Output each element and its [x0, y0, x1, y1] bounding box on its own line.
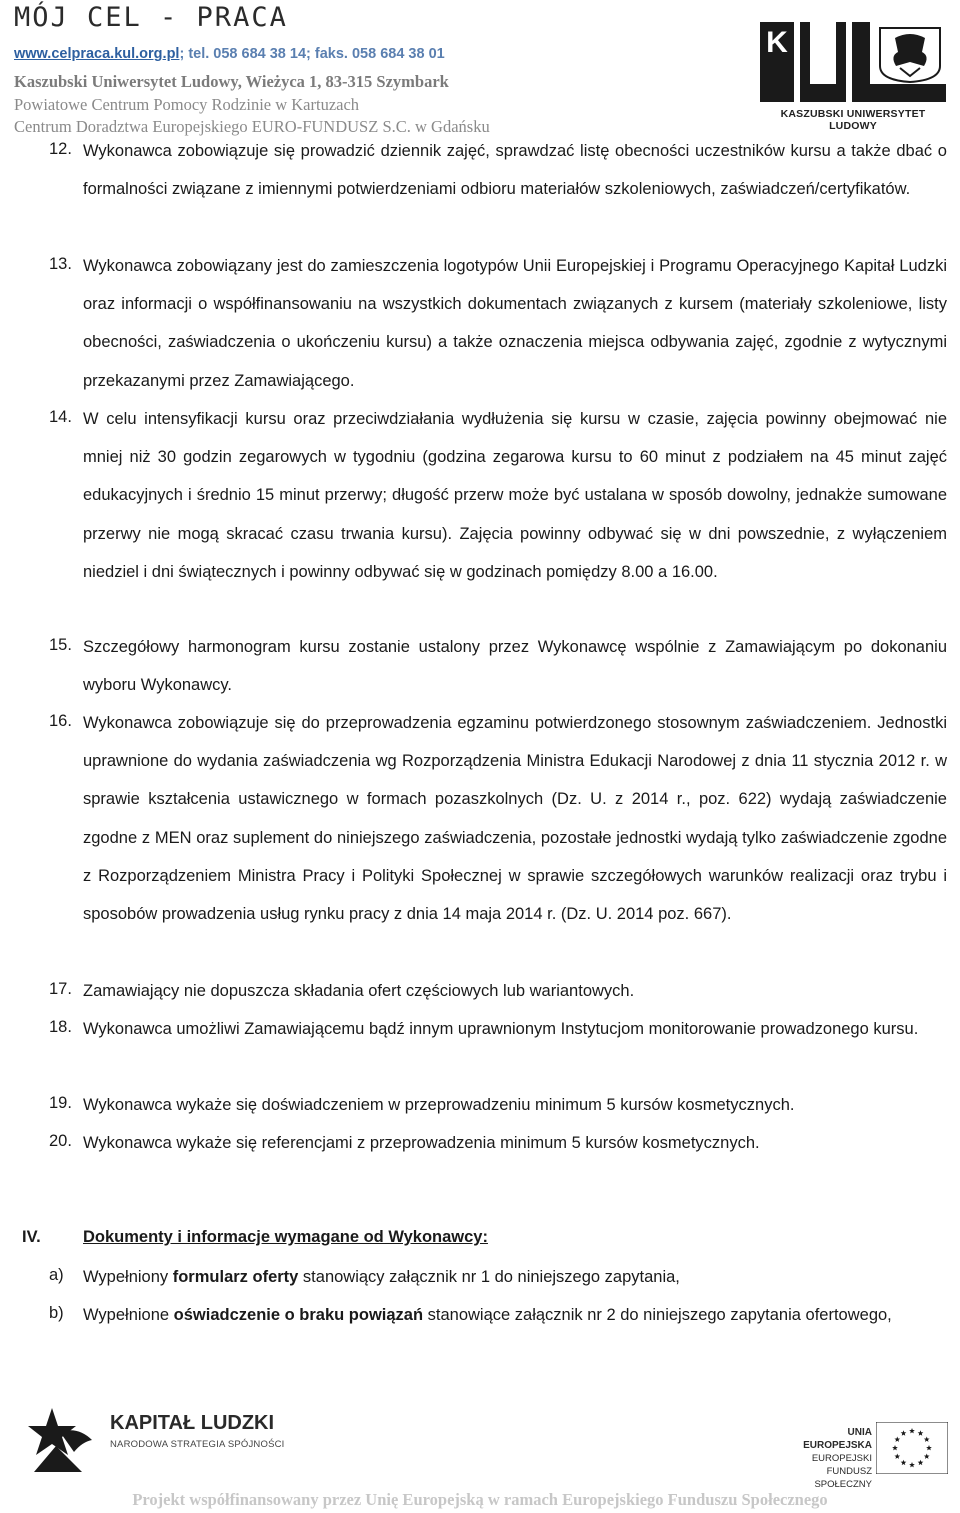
letterhead-title: MÓJ CEL - PRACA	[14, 2, 288, 33]
item-text: Wykonawca umożliwi Zamawiającemu bądź innym uprawnionym Instytucjom monitorowanie prowadzonego kursu.	[83, 1020, 919, 1038]
item-text: Wykonawca wykaże się referencjami z przeprowadzenia minimum 5 kursów kosmetycznych.	[83, 1134, 760, 1152]
phone-fax: ; tel. 058 684 38 14; faks. 058 684 38 01	[179, 46, 445, 62]
item-text: Zamawiający nie dopuszcza składania ofert częściowych lub wariantowych.	[83, 982, 635, 1000]
eu-line-2: EUROPEJSKI	[811, 1453, 872, 1464]
kul-logo-text: KASZUBSKI UNIWERSYTET LUDOWY	[780, 108, 926, 132]
website-link[interactable]: www.celpraca.kul.org.pl	[14, 46, 180, 62]
eu-flag-icon	[876, 1422, 948, 1474]
letterhead-partner-2: Centrum Doradztwa Europejskiego EURO-FUNDUSZ S.C. w Gdańsku	[14, 117, 490, 136]
item-text: Wykonawca zobowiązuje się prowadzić dziennik zajęć, sprawdzać listę obecności uczestników kursu a także dbać o formalności związane z imiennymi potwierdzeniami odbioru materiałów szkoleniowych, zaświadczeń/certyfikatów.	[83, 142, 947, 199]
item-number: 12.	[49, 140, 72, 158]
item-number: 13.	[49, 255, 72, 273]
item-number: 19.	[49, 1094, 72, 1112]
kapital-ludzki-subtitle: NARODOWA STRATEGIA SPÓJNOŚCI	[110, 1439, 285, 1450]
letterhead-partner-1: Powiatowe Centrum Pomocy Rodzinie w Kartuzach	[14, 95, 360, 114]
item-number: 16.	[49, 712, 72, 730]
star-figure-icon	[26, 1402, 100, 1476]
text-run-bold: formularz oferty	[172, 1268, 299, 1286]
eu-logo-text	[780, 1426, 872, 1491]
item-text: Szczegółowy harmonogram kursu zostanie ustalony przez Wykonawcę wspólnie z Zamawiającym po dokonaniu wyboru Wykonawcy.	[83, 638, 947, 695]
svg-text:K: K	[766, 26, 788, 59]
text-run-bold: oświadczenie o braku powiązań	[173, 1306, 424, 1324]
text-run: Wypełnione	[83, 1306, 174, 1324]
kapital-ludzki-name: KAPITAŁ LUDZKI	[110, 1412, 275, 1434]
section-number: IV.	[22, 1228, 41, 1246]
item-letter: b)	[49, 1304, 64, 1322]
kapital-ludzki-logo	[26, 1402, 285, 1472]
section-title: Dokumenty i informacje wymagane od Wykonawcy:	[83, 1228, 488, 1246]
item-text: Wykonawca zobowiązany jest do zamieszczenia logotypów Unii Europejskiej i Programu Operacyjnego Kapitał Ludzki oraz informacji o współfinansowaniu na wszystkich dokumentach związanych z kursem (materiały szkoleniowe, listy obecności, zaświadczenia o ukończeniu kursu) a także oznaczenia miejsca odbywania zajęć, zgodnie z wytycznymi przekazanymi przez Zamawiającego.	[83, 257, 947, 390]
item-text: Wykonawca wykaże się doświadczeniem w przeprowadzeniu minimum 5 kursów kosmetycznych.	[83, 1096, 795, 1114]
text-run: Wypełniony	[83, 1268, 173, 1286]
item-text	[83, 1258, 947, 1296]
item-letter: a)	[49, 1266, 64, 1284]
text-run: stanowiące załącznik nr 2 do niniejszego zapytania ofertowego,	[423, 1306, 892, 1324]
eu-line-1: UNIA EUROPEJSKA	[803, 1427, 872, 1451]
eu-logo	[780, 1418, 950, 1490]
item-text	[83, 1296, 947, 1334]
item-text: W celu intensyfikacji kursu oraz przeciwdziałania wydłużenia się kursu w czasie, zajęcia powinny obejmować nie mniej niż 30 godzin zegarowych w tygodniu (godzina zegarowa kursu to 60 minut z podziałem na 45 minut zajęć edukacyjnych i średnio 15 minut przerwy; długość przerw może być ustalana w sposób dowolny, jednakże sumowane przerwy nie mogą skracać czasu trwania kursu). Zajęcia powinny odbywać się w dni powszednie, z wyłączeniem niedziel i dni świątecznych i powinny odbywać się w godzinach pomiędzy 8.00 a 16.00.	[83, 410, 947, 581]
item-number: 20.	[49, 1132, 72, 1150]
item-number: 15.	[49, 636, 72, 654]
letterhead-address: Kaszubski Uniwersytet Ludowy, Wieżyca 1, 83-315 Szymbark	[14, 72, 449, 91]
letterhead-contact	[14, 46, 445, 62]
text-run: stanowiący załącznik nr 1 do niniejszego zapytania,	[298, 1268, 680, 1286]
item-number: 14.	[49, 408, 72, 426]
kul-logo	[760, 22, 946, 132]
item-text: Wykonawca zobowiązuje się do przeprowadzenia egzaminu potwierdzonego stosownym zaświadczeniem. Jednostki uprawnione do wydania zaświadczenia wg Rozporządzenia Ministra Edukacji Narodowej z dnia 11 stycznia 2012 r. w sprawie kształcenia ustawicznego w formach pozaszkolnych (Dz. U. z 2014 r., poz. 622) wydają zaświadczenie zgodne z MEN oraz suplement do niniejszego zaświadczenia, pozostałe jednostki wydają tylko zaświadczenie zgodne z Rozporządzeniem Ministra Pracy i Polityki Społecznej w sprawie szczegółowych warunków realizacji oraz trybu i sposobów prowadzenia usług rynku pracy z dnia 14 maja 2014 r. (Dz. U. 2014 poz. 667).	[83, 714, 947, 924]
project-funding-note: Projekt współfinansowany przez Unię Europejską w ramach Europejskiego Funduszu Społecznego	[132, 1490, 828, 1509]
eu-line-3: FUNDUSZ SPOŁECZNY	[814, 1466, 872, 1490]
item-number: 17.	[49, 980, 72, 998]
kul-emblem-icon	[760, 22, 946, 108]
item-number: 18.	[49, 1018, 72, 1036]
